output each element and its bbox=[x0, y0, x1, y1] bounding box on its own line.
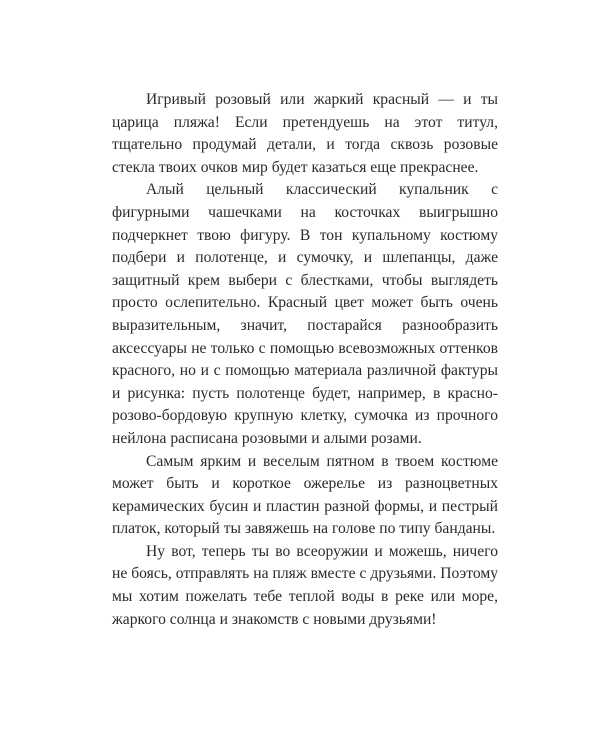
paragraph-4: Ну вот, теперь ты во всеоружии и можешь, ничего не боясь, отправлять на пляж вместе с друзьями. Поэтому мы хотим пожелать тебе теплой воды в реке или море, жаркого солнца и знакомств с новыми друзьями! bbox=[112, 542, 498, 628]
paragraph-1: Игривый розовый или жаркий красный — и ты царица пляжа! Если претендуешь на этот титул, тщательно продумай детали, и тогда сквозь розовые стекла твоих очков мир будет казаться еще прекраснее. bbox=[112, 91, 498, 176]
paragraph-2: Алый цельный классический купальник с фигурными чашечками на косточках выигрышно подчеркнет твою фигуру. В тон купальному костюму подбери и полотенце, и сумочку, и шлепанцы, даже защитный крем выбери с блестками, чтобы выглядеть просто ослепительно. Красный цвет может быть очень выразительным, значит, постарайся разнообразить аксессуары не только с помощью всевозможных оттенков красного, но и с помощью материала различной фактуры и рисунка: пусть полотенце будет, например, в красно-розово-бордовую крупную клетку, сумочка из прочного нейлона расписана розовыми и алыми розами. bbox=[112, 181, 498, 447]
document-page bbox=[112, 89, 498, 631]
paragraph-3: Самым ярким и веселым пятном в твоем костюме может быть и короткое ожерелье из разноцветных керамических бусин и пластин разной формы, и пестрый платок, который ты завяжешь на голове по типу банданы. bbox=[112, 452, 498, 538]
